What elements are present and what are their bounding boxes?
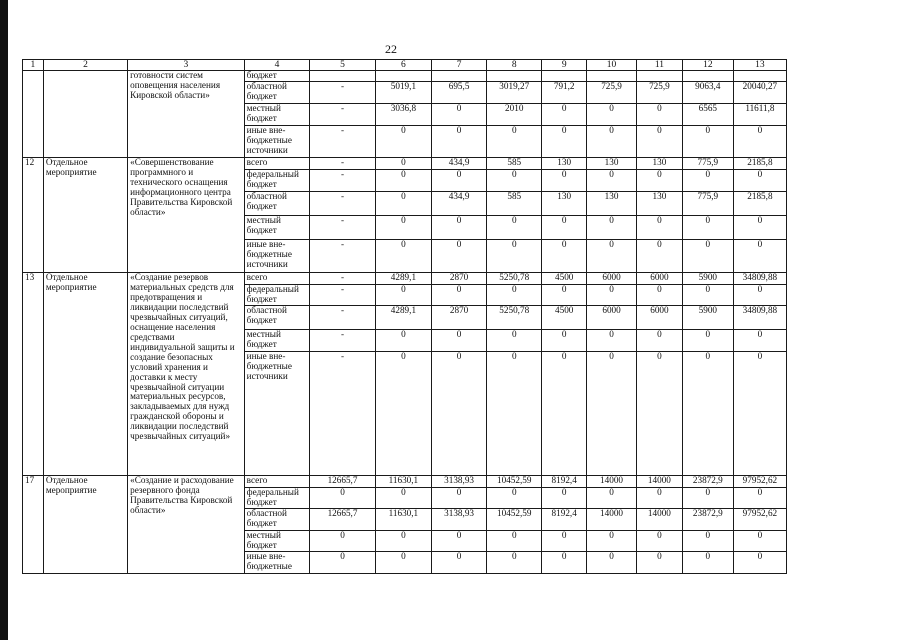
value-cell: 11611,8: [733, 104, 786, 126]
value-cell: 0: [733, 352, 786, 476]
value-cell: -: [310, 170, 376, 192]
value-cell: 0: [432, 330, 487, 352]
value-cell: 6565: [682, 104, 733, 126]
value-cell: 434,9: [432, 158, 487, 170]
table-row: [23, 273, 787, 285]
header-cell: 13: [733, 60, 786, 71]
value-cell: 2870: [432, 306, 487, 330]
value-cell: [487, 71, 542, 82]
value-cell: 0: [733, 216, 786, 240]
value-cell: 6000: [587, 306, 637, 330]
value-cell: 0: [375, 126, 431, 158]
value-cell: 4289,1: [375, 273, 431, 285]
value-cell: 0: [733, 552, 786, 574]
header-cell: 1: [23, 60, 44, 71]
value-cell: [682, 71, 733, 82]
value-cell: 0: [637, 552, 683, 574]
value-cell: 0: [310, 531, 376, 552]
header-cell: 8: [487, 60, 542, 71]
value-cell: 0: [587, 285, 637, 306]
value-cell: [375, 71, 431, 82]
value-cell: 14000: [587, 476, 637, 488]
value-cell: 0: [682, 216, 733, 240]
value-cell: 0: [432, 552, 487, 574]
value-cell: 0: [587, 104, 637, 126]
value-cell: 2185,8: [733, 158, 786, 170]
funding-source-cell: федеральный бюджет: [244, 488, 310, 509]
value-cell: 0: [542, 488, 587, 509]
value-cell: 0: [487, 488, 542, 509]
value-cell: 0: [542, 531, 587, 552]
value-cell: 0: [733, 531, 786, 552]
value-cell: 5250,78: [487, 306, 542, 330]
value-cell: 0: [587, 216, 637, 240]
value-cell: 11630,1: [375, 476, 431, 488]
value-cell: 0: [487, 330, 542, 352]
value-cell: 0: [587, 552, 637, 574]
value-cell: 695,5: [432, 82, 487, 104]
value-cell: 0: [637, 531, 683, 552]
value-cell: 5900: [682, 273, 733, 285]
value-cell: -: [310, 82, 376, 104]
value-cell: 0: [432, 126, 487, 158]
row-number-cell: [23, 71, 44, 158]
funding-source-cell: иные вне-бюджетные источники: [244, 352, 310, 476]
value-cell: 0: [375, 531, 431, 552]
value-cell: 14000: [637, 509, 683, 531]
value-cell: 0: [682, 126, 733, 158]
value-cell: 0: [637, 285, 683, 306]
page-number: 22: [385, 42, 397, 56]
value-cell: 12665,7: [310, 476, 376, 488]
value-cell: 0: [682, 352, 733, 476]
event-title-cell: «Создание и расходование резервного фонда Правительства Кировской области»: [128, 476, 245, 574]
value-cell: 130: [637, 192, 683, 216]
value-cell: 0: [375, 552, 431, 574]
value-cell: -: [310, 273, 376, 285]
value-cell: 0: [542, 126, 587, 158]
value-cell: 3138,93: [432, 509, 487, 531]
value-cell: [310, 71, 376, 82]
value-cell: 34809,88: [733, 273, 786, 285]
value-cell: -: [310, 240, 376, 273]
funding-source-cell: местный бюджет: [244, 330, 310, 352]
value-cell: 585: [487, 192, 542, 216]
value-cell: 0: [375, 158, 431, 170]
value-cell: 0: [375, 352, 431, 476]
value-cell: -: [310, 330, 376, 352]
value-cell: 725,9: [637, 82, 683, 104]
header-cell: 6: [375, 60, 431, 71]
value-cell: [733, 71, 786, 82]
value-cell: -: [310, 192, 376, 216]
value-cell: 0: [487, 240, 542, 273]
value-cell: 130: [637, 158, 683, 170]
table-row: [23, 158, 787, 170]
value-cell: 0: [733, 170, 786, 192]
value-cell: 0: [542, 352, 587, 476]
value-cell: 0: [375, 285, 431, 306]
value-cell: 3019,27: [487, 82, 542, 104]
value-cell: 130: [587, 192, 637, 216]
header-cell: 4: [244, 60, 310, 71]
value-cell: 10452,59: [487, 509, 542, 531]
value-cell: 0: [432, 216, 487, 240]
header-cell: 2: [43, 60, 127, 71]
value-cell: 0: [637, 216, 683, 240]
header-cell: 12: [682, 60, 733, 71]
value-cell: -: [310, 126, 376, 158]
value-cell: 0: [733, 285, 786, 306]
value-cell: 0: [375, 192, 431, 216]
value-cell: 0: [432, 104, 487, 126]
event-title-cell: готовности систем оповещения населения Кировской области»: [128, 71, 245, 158]
value-cell: 0: [310, 488, 376, 509]
value-cell: 0: [682, 330, 733, 352]
value-cell: 6000: [637, 273, 683, 285]
value-cell: 0: [587, 352, 637, 476]
value-cell: 0: [310, 552, 376, 574]
value-cell: 8192,4: [542, 476, 587, 488]
funding-source-cell: областной бюджет: [244, 192, 310, 216]
value-cell: 0: [542, 170, 587, 192]
header-cell: 9: [542, 60, 587, 71]
value-cell: 0: [542, 104, 587, 126]
value-cell: 0: [375, 488, 431, 509]
value-cell: 0: [637, 240, 683, 273]
value-cell: 12665,7: [310, 509, 376, 531]
value-cell: 0: [432, 170, 487, 192]
value-cell: 130: [542, 192, 587, 216]
row-number-cell: 17: [23, 476, 44, 574]
value-cell: 0: [733, 488, 786, 509]
value-cell: 0: [487, 531, 542, 552]
funding-source-cell: областной бюджет: [244, 509, 310, 531]
value-cell: 0: [587, 240, 637, 273]
header-cell: 10: [587, 60, 637, 71]
value-cell: 20040,27: [733, 82, 786, 104]
funding-source-cell: местный бюджет: [244, 531, 310, 552]
event-kind-cell: Отдельное мероприятие: [43, 476, 127, 574]
header-cell: 7: [432, 60, 487, 71]
value-cell: 130: [587, 158, 637, 170]
value-cell: 0: [432, 352, 487, 476]
value-cell: 0: [487, 126, 542, 158]
value-cell: -: [310, 104, 376, 126]
value-cell: 0: [733, 126, 786, 158]
value-cell: -: [310, 306, 376, 330]
row-number-cell: 12: [23, 158, 44, 273]
value-cell: 0: [682, 531, 733, 552]
funding-source-cell: местный бюджет: [244, 216, 310, 240]
value-cell: 0: [637, 488, 683, 509]
funding-source-cell: иные вне-бюджетные: [244, 552, 310, 574]
value-cell: 0: [432, 488, 487, 509]
value-cell: 0: [637, 330, 683, 352]
value-cell: 775,9: [682, 192, 733, 216]
value-cell: 4500: [542, 306, 587, 330]
event-title-cell: «Совершенствование программного и технического оснащения информационного центра Правительства Кировской области»: [128, 158, 245, 273]
value-cell: 0: [682, 488, 733, 509]
value-cell: 775,9: [682, 158, 733, 170]
value-cell: 34809,88: [733, 306, 786, 330]
value-cell: 0: [375, 216, 431, 240]
value-cell: 11630,1: [375, 509, 431, 531]
funding-source-cell: иные вне-бюджетные источники: [244, 240, 310, 273]
value-cell: 2870: [432, 273, 487, 285]
value-cell: 0: [682, 170, 733, 192]
value-cell: 0: [682, 552, 733, 574]
value-cell: 791,2: [542, 82, 587, 104]
value-cell: -: [310, 285, 376, 306]
value-cell: 9063,4: [682, 82, 733, 104]
budget-table: [22, 59, 787, 574]
value-cell: 0: [637, 352, 683, 476]
value-cell: [587, 71, 637, 82]
value-cell: 5250,78: [487, 273, 542, 285]
header-row: [23, 60, 787, 71]
table-row: [23, 476, 787, 488]
value-cell: 0: [637, 126, 683, 158]
value-cell: 0: [587, 531, 637, 552]
value-cell: 434,9: [432, 192, 487, 216]
event-kind-cell: Отдельное мероприятие: [43, 158, 127, 273]
value-cell: 0: [375, 330, 431, 352]
value-cell: 6000: [637, 306, 683, 330]
value-cell: 97952,62: [733, 509, 786, 531]
value-cell: 0: [682, 240, 733, 273]
event-kind-cell: [43, 71, 127, 158]
value-cell: [637, 71, 683, 82]
value-cell: 3036,8: [375, 104, 431, 126]
funding-source-cell: бюджет: [244, 71, 310, 82]
funding-source-cell: федеральный бюджет: [244, 285, 310, 306]
value-cell: 130: [542, 158, 587, 170]
value-cell: 0: [375, 240, 431, 273]
value-cell: 14000: [637, 476, 683, 488]
value-cell: 0: [637, 104, 683, 126]
value-cell: 0: [542, 552, 587, 574]
value-cell: 10452,59: [487, 476, 542, 488]
value-cell: 5900: [682, 306, 733, 330]
value-cell: 0: [432, 285, 487, 306]
scan-edge-bar: [0, 0, 8, 640]
funding-source-cell: областной бюджет: [244, 306, 310, 330]
value-cell: 4289,1: [375, 306, 431, 330]
value-cell: 0: [637, 170, 683, 192]
value-cell: 0: [587, 170, 637, 192]
header-cell: 5: [310, 60, 376, 71]
funding-source-cell: иные вне-бюджетные источники: [244, 126, 310, 158]
value-cell: 0: [682, 285, 733, 306]
value-cell: 0: [487, 216, 542, 240]
funding-source-cell: федеральный бюджет: [244, 170, 310, 192]
funding-source-cell: всего: [244, 158, 310, 170]
value-cell: 8192,4: [542, 509, 587, 531]
value-cell: [542, 71, 587, 82]
value-cell: 0: [542, 285, 587, 306]
value-cell: 0: [587, 488, 637, 509]
value-cell: 0: [487, 552, 542, 574]
value-cell: -: [310, 158, 376, 170]
value-cell: 0: [487, 352, 542, 476]
value-cell: 0: [542, 330, 587, 352]
value-cell: 3138,93: [432, 476, 487, 488]
value-cell: 725,9: [587, 82, 637, 104]
event-kind-cell: Отдельное мероприятие: [43, 273, 127, 476]
value-cell: 23872,9: [682, 476, 733, 488]
value-cell: 5019,1: [375, 82, 431, 104]
value-cell: 0: [487, 170, 542, 192]
funding-source-cell: всего: [244, 476, 310, 488]
value-cell: -: [310, 352, 376, 476]
value-cell: 0: [375, 170, 431, 192]
value-cell: 97952,62: [733, 476, 786, 488]
value-cell: [432, 71, 487, 82]
funding-source-cell: областной бюджет: [244, 82, 310, 104]
value-cell: 0: [432, 531, 487, 552]
row-number-cell: 13: [23, 273, 44, 476]
header-cell: 3: [128, 60, 245, 71]
value-cell: 0: [542, 216, 587, 240]
event-title-cell: «Создание резервов материальных средств для предотвращения и ликвидации последствий чрезвычайных ситуаций, оснащение населения средствами индивидуальной защиты и создание безопасных условий хранения и доставки к месту чрезвычайной ситуации материальных ресурсов, закладываемых для нужд гражданской обороны и ликвидации последствий чрезвычайных ситуаций»: [128, 273, 245, 476]
header-cell: 11: [637, 60, 683, 71]
value-cell: 6000: [587, 273, 637, 285]
value-cell: 23872,9: [682, 509, 733, 531]
value-cell: 0: [733, 330, 786, 352]
funding-source-cell: всего: [244, 273, 310, 285]
value-cell: 4500: [542, 273, 587, 285]
value-cell: 2010: [487, 104, 542, 126]
value-cell: 0: [587, 126, 637, 158]
funding-source-cell: местный бюджет: [244, 104, 310, 126]
value-cell: 585: [487, 158, 542, 170]
value-cell: 2185,8: [733, 192, 786, 216]
value-cell: 14000: [587, 509, 637, 531]
value-cell: 0: [733, 240, 786, 273]
value-cell: -: [310, 216, 376, 240]
value-cell: 0: [542, 240, 587, 273]
value-cell: 0: [432, 240, 487, 273]
value-cell: 0: [487, 285, 542, 306]
value-cell: 0: [587, 330, 637, 352]
table-row: [23, 71, 787, 82]
